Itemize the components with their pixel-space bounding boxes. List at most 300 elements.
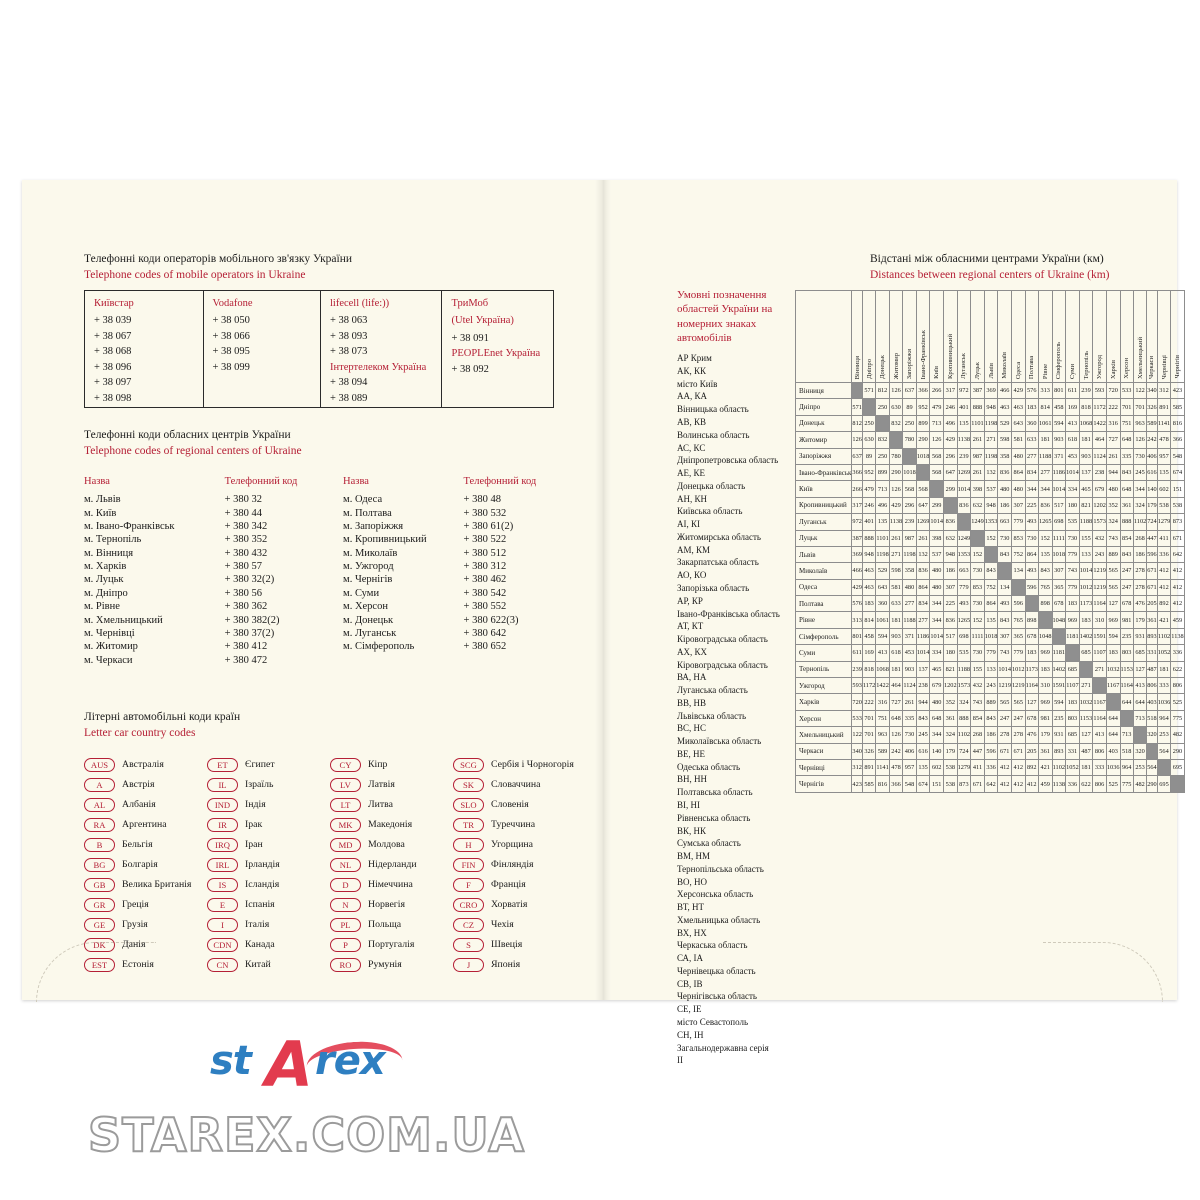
matrix-cell: 412	[1011, 759, 1025, 775]
car-code-badge: RA	[84, 818, 115, 832]
matrix-cell: 243	[1093, 546, 1107, 562]
matrix-cell: 335	[903, 710, 917, 726]
car-code-badge: AUS	[84, 758, 115, 772]
matrix-row	[796, 563, 1185, 579]
matrix-cell: 642	[984, 776, 998, 792]
car-code-badge: IND	[207, 798, 238, 812]
matrix-cell: 1014	[1052, 481, 1066, 497]
matrix-cell: 727	[889, 694, 902, 710]
matrix-cell: 648	[1120, 432, 1133, 448]
logo-text-part2: rex	[315, 1038, 385, 1084]
matrix-cell: 685	[1066, 661, 1080, 677]
matrix-cell: 480	[1011, 481, 1025, 497]
matrix-cell: 268	[971, 727, 985, 743]
matrix-cell	[930, 481, 944, 497]
plate-legend-row: ВХ, НХ	[677, 927, 707, 938]
region-code: + 380 412	[224, 641, 268, 653]
distance-matrix	[795, 290, 1185, 793]
matrix-cell: 458	[862, 628, 875, 644]
matrix-col-header	[1157, 291, 1171, 383]
matrix-cell: 1188	[1079, 514, 1093, 530]
matrix-cell: 671	[1147, 563, 1157, 579]
matrix-cell: 720	[852, 694, 862, 710]
matrix-cell: 1153	[1079, 710, 1093, 726]
matrix-cell: 633	[889, 596, 902, 612]
plate-legend-row: АК, КК	[677, 365, 707, 376]
matrix-cell: 1138	[1171, 628, 1184, 644]
matrix-row-header: Харків	[796, 694, 852, 710]
matrix-cell: 596	[984, 743, 998, 759]
matrix-cell: 242	[1147, 432, 1157, 448]
operator-column-trimob	[441, 291, 553, 407]
matrix-cell: 179	[944, 743, 958, 759]
matrix-cell: 1173	[1025, 661, 1038, 677]
plate-legend-row: АА, КА	[677, 391, 708, 402]
car-code-badge: P	[330, 938, 361, 952]
matrix-cell	[1066, 645, 1080, 661]
matrix-cell: 548	[1171, 448, 1184, 464]
matrix-cell: 888	[971, 399, 985, 415]
matrix-cell: 568	[916, 481, 930, 497]
matrix-cell: 888	[862, 530, 875, 546]
matrix-cell: 854	[1120, 530, 1133, 546]
matrix-col-label: Чернігів	[1173, 355, 1181, 379]
matrix-cell: 459	[1171, 612, 1184, 628]
matrix-cell: 423	[852, 776, 862, 792]
matrix-cell: 1048	[1052, 612, 1066, 628]
matrix-cell: 277	[903, 596, 917, 612]
car-code-badge: N	[330, 898, 361, 912]
matrix-cell	[1120, 710, 1133, 726]
matrix-cell: 271	[1079, 678, 1093, 694]
operator-code: + 38 095	[212, 346, 250, 358]
matrix-cell: 685	[1066, 727, 1080, 743]
matrix-cell: 151	[930, 776, 944, 792]
car-code-item	[330, 936, 453, 953]
table-row	[84, 573, 564, 586]
matrix-cell: 1107	[1066, 678, 1080, 694]
matrix-row	[796, 415, 1185, 431]
car-country-label: Канада	[245, 939, 275, 950]
matrix-cell: 1052	[1157, 645, 1171, 661]
matrix-cell: 594	[1052, 694, 1066, 710]
matrix-col-label: Дніпро	[865, 359, 873, 379]
matrix-col-label: Харків	[1109, 359, 1117, 379]
matrix-cell: 1181	[1052, 645, 1066, 661]
matrix-cell: 250	[903, 415, 917, 431]
matrix-cell: 1186	[1052, 464, 1066, 480]
matrix-cell: 888	[1120, 514, 1133, 530]
car-code-item	[207, 956, 330, 973]
matrix-cell: 480	[930, 563, 944, 579]
matrix-cell: 239	[852, 661, 862, 677]
matrix-col-label: Суми	[1068, 363, 1076, 379]
car-country-label: Словаччина	[491, 779, 541, 790]
car-code-item	[453, 756, 576, 773]
matrix-cell: 365	[1052, 579, 1066, 595]
matrix-cell: 412	[1171, 563, 1184, 579]
matrix-cell: 818	[1079, 399, 1093, 415]
matrix-cell: 1188	[957, 661, 971, 677]
car-code-badge: RO	[330, 958, 361, 972]
matrix-cell: 181	[1038, 432, 1052, 448]
matrix-col-header	[1066, 291, 1080, 383]
col-head-name: Назва	[84, 476, 110, 487]
matrix-cell: 537	[930, 546, 944, 562]
matrix-cell: 1061	[876, 612, 890, 628]
matrix-cell: 413	[1093, 727, 1107, 743]
matrix-cell: 186	[944, 563, 958, 579]
matrix-header-row	[796, 291, 1185, 383]
matrix-cell: 152	[971, 546, 985, 562]
matrix-cell: 1102	[1133, 514, 1146, 530]
cell-gap	[325, 627, 343, 640]
car-code-item	[207, 856, 330, 873]
matrix-cell: 1219	[1093, 579, 1107, 595]
matrix-cell	[984, 546, 998, 562]
matrix-cell: 1202	[1093, 497, 1107, 513]
matrix-cell: 299	[930, 497, 944, 513]
car-code-badge: E	[207, 898, 238, 912]
matrix-cell: 137	[916, 661, 930, 677]
matrix-cell: 247	[1011, 710, 1025, 726]
matrix-cell: 720	[1106, 383, 1120, 399]
matrix-cell: 412	[1025, 776, 1038, 792]
matrix-cell: 403	[1106, 743, 1120, 759]
matrix-cell: 1181	[1066, 628, 1080, 644]
table-row	[84, 613, 564, 626]
matrix-cell: 602	[1157, 481, 1171, 497]
table-row	[84, 547, 564, 560]
region-code: + 380 472	[224, 654, 268, 666]
matrix-cell: 1141	[1157, 415, 1171, 431]
matrix-cell: 903	[1052, 432, 1066, 448]
matrix-cell: 834	[1025, 464, 1038, 480]
matrix-corner	[796, 291, 852, 383]
car-code-badge: IR	[207, 818, 238, 832]
matrix-cell	[903, 448, 917, 464]
matrix-row-header: Київ	[796, 481, 852, 497]
matrix-cell: 1353	[957, 546, 971, 562]
matrix-cell	[1079, 661, 1093, 677]
matrix-cell: 299	[944, 481, 958, 497]
matrix-cell: 336	[1066, 776, 1080, 792]
car-code-item	[84, 816, 207, 833]
plate-legend-row: ВТ, НТ	[677, 902, 704, 913]
matrix-col-header	[957, 291, 971, 383]
matrix-cell: 1068	[876, 661, 890, 677]
matrix-cell: 432	[1093, 530, 1107, 546]
matrix-cell: 352	[944, 694, 958, 710]
matrix-cell: 873	[1171, 514, 1184, 530]
col-gap	[325, 476, 343, 493]
matrix-cell: 571	[852, 399, 862, 415]
matrix-col-header	[852, 291, 862, 383]
matrix-cell: 268	[1133, 530, 1146, 546]
matrix-cell: 674	[916, 776, 930, 792]
matrix-cell: 463	[1011, 399, 1025, 415]
car-code-badge: IRQ	[207, 838, 238, 852]
matrix-cell: 581	[1011, 432, 1025, 448]
matrix-cell: 648	[930, 710, 944, 726]
matrix-cell: 724	[957, 743, 971, 759]
car-code-badge: IL	[207, 778, 238, 792]
car-country-label: Франція	[491, 879, 526, 890]
table-row	[84, 560, 564, 573]
matrix-col-label: Черкаси	[1148, 356, 1156, 379]
matrix-cell: 478	[889, 759, 902, 775]
matrix-cell: 133	[984, 661, 998, 677]
car-country-label: Грузія	[122, 919, 148, 930]
matrix-cell: 266	[852, 481, 862, 497]
matrix-cell: 1014	[957, 481, 971, 497]
plate-legend-row: Миколаївська область	[677, 736, 762, 747]
operator-code: + 38 093	[330, 330, 368, 342]
region-name: м. Луганськ	[343, 627, 397, 639]
matrix-cell: 806	[1147, 678, 1157, 694]
matrix-cell: 429	[889, 497, 902, 513]
matrix-cell: 816	[876, 776, 890, 792]
matrix-cell: 320	[1133, 743, 1146, 759]
matrix-cell: 642	[1171, 546, 1184, 562]
distances-title-en: Distances between regional centers of Ukraine (km)	[870, 268, 1110, 281]
matrix-cell: 893	[1052, 743, 1066, 759]
car-country-label: Німеччина	[368, 879, 413, 890]
matrix-row-header: Донецьк	[796, 415, 852, 431]
matrix-cell: 369	[984, 383, 998, 399]
car-code-item	[84, 776, 207, 793]
car-code-badge: A	[84, 778, 115, 792]
matrix-cell: 126	[889, 481, 902, 497]
matrix-cell: 1014	[930, 628, 944, 644]
matrix-row-header: Чернівці	[796, 759, 852, 775]
car-code-item	[330, 896, 453, 913]
matrix-cell: 312	[852, 759, 862, 775]
matrix-cell: 316	[876, 694, 890, 710]
plate-legend-row: Івано-Франківська область	[677, 608, 780, 619]
matrix-row	[796, 612, 1185, 628]
matrix-cell: 957	[1157, 448, 1171, 464]
matrix-cell: 493	[1025, 514, 1038, 530]
car-code-badge: LT	[330, 798, 361, 812]
matrix-cell: 1032	[1106, 661, 1120, 677]
matrix-cell: 261	[971, 464, 985, 480]
region-name: м. Чернівці	[84, 627, 135, 639]
car-country-label: Нідерланди	[368, 859, 417, 870]
matrix-row	[796, 661, 1185, 677]
matrix-cell: 1219	[1011, 678, 1025, 694]
matrix-cell: 247	[1120, 579, 1133, 595]
matrix-cell: 126	[1133, 432, 1146, 448]
matrix-cell: 730	[1133, 448, 1146, 464]
matrix-cell: 398	[971, 481, 985, 497]
matrix-cell: 598	[998, 432, 1012, 448]
matrix-col-label: Вінниця	[853, 355, 861, 379]
matrix-cell: 317	[944, 383, 958, 399]
matrix-cell: 630	[862, 432, 875, 448]
matrix-cell: 1102	[957, 727, 971, 743]
matrix-cell: 127	[1133, 661, 1146, 677]
matrix-cell: 365	[1011, 628, 1025, 644]
matrix-cell: 843	[984, 563, 998, 579]
matrix-cell: 366	[852, 464, 862, 480]
matrix-cell: 336	[1171, 645, 1184, 661]
car-code-badge: J	[453, 958, 484, 972]
matrix-cell: 1265	[1038, 514, 1052, 530]
matrix-cell: 183	[1038, 661, 1052, 677]
matrix-cell: 622	[1079, 776, 1093, 792]
plate-legend-row: АН, КН	[677, 493, 708, 504]
matrix-cell: 533	[1120, 383, 1133, 399]
car-code-badge: F	[453, 878, 484, 892]
matrix-row-header: Рівне	[796, 612, 852, 628]
matrix-cell: 801	[1052, 383, 1066, 399]
matrix-cell: 533	[852, 710, 862, 726]
matrix-cell: 671	[1171, 530, 1184, 546]
plate-legend-row: Житомирська область	[677, 531, 761, 542]
matrix-cell: 360	[1025, 415, 1038, 431]
region-name: м. Сімферополь	[343, 641, 415, 653]
region-code: + 380 56	[224, 587, 262, 599]
matrix-cell	[876, 415, 890, 431]
region-name: м. Тернопіль	[84, 534, 142, 546]
matrix-cell: 307	[1011, 497, 1025, 513]
car-code-item	[330, 876, 453, 893]
matrix-col-label: Київ	[933, 366, 941, 379]
matrix-cell: 806	[1171, 678, 1184, 694]
matrix-cell: 843	[1120, 546, 1133, 562]
matrix-cell: 1061	[1038, 415, 1052, 431]
matrix-cell: 413	[1133, 678, 1146, 694]
matrix-cell: 637	[903, 383, 917, 399]
plate-legend-row: Чернівецька область	[677, 965, 756, 976]
matrix-cell: 565	[1011, 694, 1025, 710]
matrix-cell: 412	[1157, 563, 1171, 579]
matrix-cell: 969	[1106, 612, 1120, 628]
plate-codes-title: Умовні позначення областей України на номерних знаках автомобілів	[677, 289, 773, 344]
region-code: + 380 622(3)	[463, 614, 519, 626]
matrix-cell: 743	[971, 694, 985, 710]
car-country-label: Ізраїль	[245, 779, 274, 790]
matrix-cell: 459	[1038, 776, 1052, 792]
matrix-cell: 648	[1120, 481, 1133, 497]
matrix-col-label: Донецьк	[879, 355, 887, 379]
matrix-cell: 678	[1025, 710, 1038, 726]
matrix-cell: 423	[1171, 383, 1184, 399]
matrix-cell: 643	[1011, 415, 1025, 431]
matrix-cell: 127	[1106, 596, 1120, 612]
matrix-col-label: Херсон	[1123, 358, 1131, 379]
matrix-cell: 674	[1171, 464, 1184, 480]
plate-legend-row: СА, ІА	[677, 953, 704, 964]
car-codes-title-ua: Літерні автомобільні коди країн	[84, 711, 241, 723]
car-code-item	[84, 836, 207, 853]
matrix-cell: 183	[862, 596, 875, 612]
car-code-item	[453, 916, 576, 933]
car-code-item	[453, 876, 576, 893]
matrix-cell: 1102	[1052, 759, 1066, 775]
matrix-col-label: Тернопіль	[1082, 350, 1090, 379]
car-country-label: Аргентина	[122, 819, 167, 830]
car-code-item	[207, 776, 330, 793]
matrix-cell: 1188	[1038, 448, 1052, 464]
matrix-cell: 843	[984, 710, 998, 726]
matrix-cell: 803	[1120, 645, 1133, 661]
car-code-badge: BG	[84, 858, 115, 872]
matrix-col-label: Одеса	[1014, 361, 1022, 379]
matrix-cell: 1018	[916, 448, 930, 464]
matrix-cell: 122	[1133, 383, 1146, 399]
region-code: + 380 362	[224, 601, 268, 613]
matrix-row	[796, 481, 1185, 497]
car-country-label: Словенія	[491, 799, 529, 810]
matrix-cell: 271	[1093, 661, 1107, 677]
car-code-item	[330, 756, 453, 773]
operator-name: lifecell (life:))	[330, 298, 390, 309]
car-code-item	[330, 856, 453, 873]
region-code: + 380 462	[463, 574, 507, 586]
matrix-row-header: Миколаїв	[796, 563, 852, 579]
matrix-cell: 752	[984, 579, 998, 595]
plate-legend-row: АО, КО	[677, 570, 707, 581]
car-code-item	[84, 876, 207, 893]
operator-code: + 38 091	[451, 332, 489, 344]
matrix-cell: 948	[862, 546, 875, 562]
matrix-cell: 1101	[876, 530, 890, 546]
matrix-cell: 565	[998, 694, 1012, 710]
col-head-code-2: Телефонний код	[463, 476, 537, 487]
matrix-cell: 463	[862, 579, 875, 595]
matrix-cell: 589	[876, 743, 890, 759]
matrix-cell: 622	[1171, 661, 1184, 677]
matrix-col-header	[1038, 291, 1052, 383]
matrix-cell: 903	[889, 628, 902, 644]
matrix-cell: 126	[852, 432, 862, 448]
matrix-col-label: Луганськ	[960, 353, 968, 379]
matrix-cell: 1591	[1093, 628, 1107, 644]
matrix-col-label: Полтава	[1028, 355, 1036, 379]
plate-legend-row: ВІ, НІ	[677, 799, 700, 810]
car-code-item	[84, 936, 207, 953]
plate-legend-row: ВА, НА	[677, 672, 707, 683]
matrix-cell: 398	[930, 530, 944, 546]
matrix-cell: 1422	[1093, 415, 1107, 431]
matrix-cell: 1068	[1079, 415, 1093, 431]
matrix-cell: 931	[1052, 727, 1066, 743]
region-code: + 380 61(2)	[463, 520, 514, 532]
matrix-cell: 476	[1025, 727, 1038, 743]
region-code: + 380 44	[224, 507, 262, 519]
matrix-row	[796, 464, 1185, 480]
operator-column-kyivstar	[85, 291, 203, 407]
matrix-cell: 235	[1052, 710, 1066, 726]
matrix-cell	[971, 530, 985, 546]
operator-name-secondary: PEOPLEnet Україна	[451, 348, 541, 360]
matrix-cell: 598	[889, 563, 902, 579]
plate-legend-row: Чернігівська область	[677, 991, 758, 1002]
matrix-cell: 413	[1066, 415, 1080, 431]
matrix-cell: 568	[930, 448, 944, 464]
matrix-cell: 239	[957, 448, 971, 464]
matrix-row	[796, 678, 1185, 694]
matrix-cell: 186	[1133, 546, 1146, 562]
plate-legend-row: АС, КС	[677, 442, 706, 453]
car-country-label: Австралія	[122, 759, 164, 770]
matrix-col-header	[1133, 291, 1146, 383]
matrix-cell: 183	[1025, 399, 1038, 415]
matrix-col-label: Чернівці	[1160, 354, 1168, 379]
plate-legend-row: Сумська область	[677, 838, 741, 849]
